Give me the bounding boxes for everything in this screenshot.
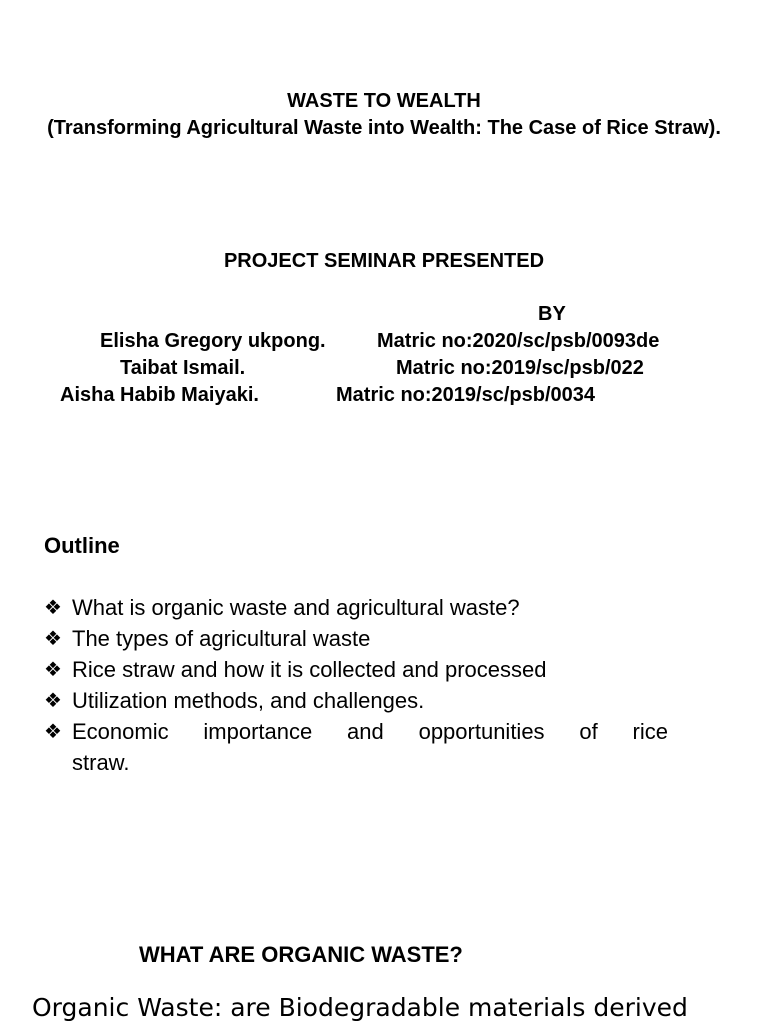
author-matric: Matric no:2019/sc/psb/0034: [336, 384, 596, 406]
list-item-text: Economic importance and opportunities of rice: [72, 719, 668, 744]
diamond-bullet-icon: ❖: [44, 657, 62, 681]
author-name: Elisha Gregory ukpong.: [100, 330, 326, 352]
seminar-heading: PROJECT SEMINAR PRESENTED: [223, 250, 545, 272]
list-item-text: Utilization methods, and challenges.: [72, 688, 425, 713]
title-subtitle: (Transforming Agricultural Waste into Wealth: The Case of Rice Straw).: [47, 117, 721, 139]
list-item-text: The types of agricultural waste: [72, 626, 371, 651]
diamond-bullet-icon: ❖: [44, 626, 62, 650]
document-title: [40, 88, 728, 142]
list-item: [44, 592, 668, 623]
outline-heading: Outline: [44, 533, 120, 558]
list-item-continuation: [44, 747, 668, 778]
section-heading: WHAT ARE ORGANIC WASTE?: [139, 942, 463, 967]
title-main: WASTE TO WEALTH: [287, 90, 481, 112]
by-label: BY: [538, 303, 566, 325]
list-item: [44, 716, 668, 747]
list-item-text: What is organic waste and agricultural waste?: [72, 595, 520, 620]
author-name: Aisha Habib Maiyaki.: [60, 384, 259, 406]
diamond-bullet-icon: ❖: [44, 595, 62, 619]
diamond-bullet-icon: ❖: [44, 719, 62, 743]
list-item: [44, 654, 668, 685]
author-matric: Matric no:2019/sc/psb/022: [396, 357, 644, 379]
author-name: Taibat Ismail.: [120, 357, 246, 379]
list-item: [44, 685, 668, 716]
outline-list: [44, 592, 668, 778]
diamond-bullet-icon: ❖: [44, 688, 62, 712]
list-item-text: straw.: [72, 750, 130, 775]
author-matric: Matric no:2020/sc/psb/0093de: [377, 330, 660, 352]
list-item-text: Rice straw and how it is collected and processed: [72, 657, 547, 682]
section-paragraph: Organic Waste: are Biodegradable materials derived: [32, 993, 688, 1022]
list-item: [44, 623, 668, 654]
